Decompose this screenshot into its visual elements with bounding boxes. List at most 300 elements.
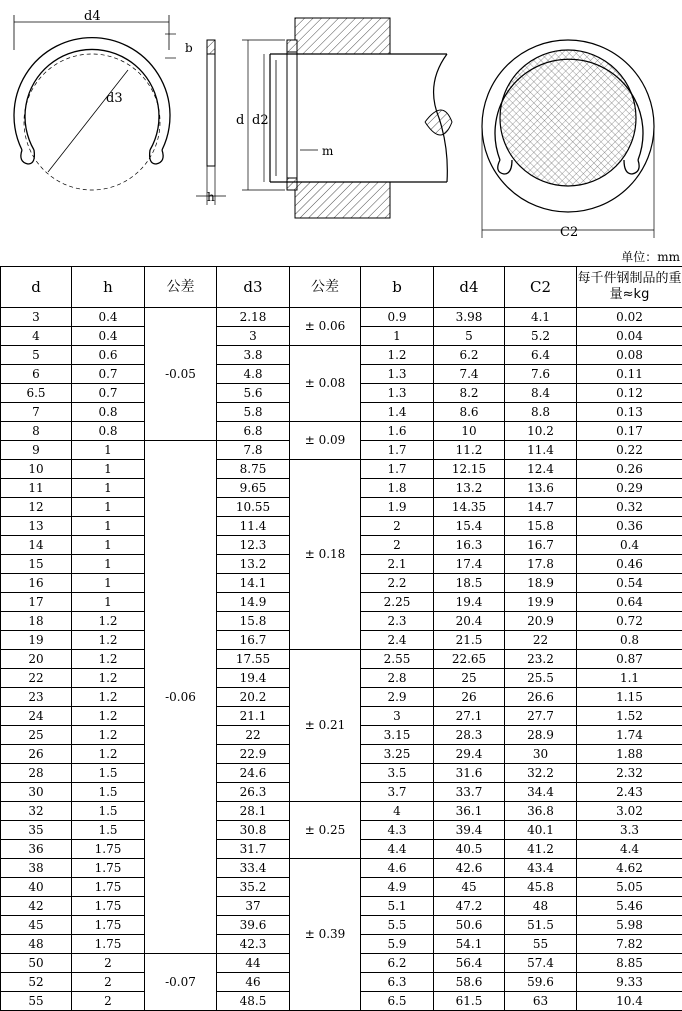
cell-d3: 44 — [217, 954, 290, 973]
cell-b: 2.3 — [361, 612, 434, 631]
cell-c2: 8.4 — [505, 384, 577, 403]
cell-d: 45 — [1, 916, 72, 935]
cell-weight: 0.04 — [577, 327, 682, 346]
cell-d3: 17.55 — [217, 650, 290, 669]
cell-c2: 12.4 — [505, 460, 577, 479]
cell-weight: 1.74 — [577, 726, 682, 745]
cell-weight: 0.11 — [577, 365, 682, 384]
cell-d3: 3 — [217, 327, 290, 346]
cell-d3: 37 — [217, 897, 290, 916]
cell-tolerance-2: ± 0.18 — [290, 460, 361, 650]
cell-tolerance-2: ± 0.21 — [290, 650, 361, 802]
cell-d3: 39.6 — [217, 916, 290, 935]
cell-c2: 15.8 — [505, 517, 577, 536]
ring-on-shaft-view — [482, 40, 654, 240]
cell-d: 30 — [1, 783, 72, 802]
cell-d4: 47.2 — [434, 897, 505, 916]
cell-d4: 11.2 — [434, 441, 505, 460]
cell-d4: 56.4 — [434, 954, 505, 973]
cell-h: 2 — [72, 973, 145, 992]
cell-b: 5.1 — [361, 897, 434, 916]
label-h: h — [207, 190, 215, 204]
cell-b: 1.3 — [361, 365, 434, 384]
header-tolerance-2: 公差 — [290, 267, 361, 308]
cell-h: 1.75 — [72, 916, 145, 935]
cell-d: 19 — [1, 631, 72, 650]
cell-h: 2 — [72, 954, 145, 973]
cell-c2: 5.2 — [505, 327, 577, 346]
cell-d3: 48.5 — [217, 992, 290, 1011]
cell-h: 0.7 — [72, 365, 145, 384]
cell-d3: 5.6 — [217, 384, 290, 403]
unit-label: 单位：mm — [590, 248, 680, 266]
cell-c2: 41.2 — [505, 840, 577, 859]
cell-weight: 0.02 — [577, 308, 682, 327]
cell-weight: 7.82 — [577, 935, 682, 954]
cell-h: 1 — [72, 555, 145, 574]
cell-b: 2 — [361, 517, 434, 536]
cell-weight: 0.22 — [577, 441, 682, 460]
cell-d4: 8.2 — [434, 384, 505, 403]
cell-tolerance-2: ± 0.06 — [290, 308, 361, 346]
cell-h: 1.2 — [72, 669, 145, 688]
cell-tolerance-2: ± 0.08 — [290, 346, 361, 422]
cell-d: 13 — [1, 517, 72, 536]
cell-c2: 40.1 — [505, 821, 577, 840]
cell-d: 40 — [1, 878, 72, 897]
cell-d3: 4.8 — [217, 365, 290, 384]
cell-c2: 8.8 — [505, 403, 577, 422]
cell-c2: 10.2 — [505, 422, 577, 441]
cell-d4: 22.65 — [434, 650, 505, 669]
cell-d: 50 — [1, 954, 72, 973]
cell-weight: 1.15 — [577, 688, 682, 707]
cell-d3: 19.4 — [217, 669, 290, 688]
cell-d: 8 — [1, 422, 72, 441]
cell-h: 1 — [72, 593, 145, 612]
cell-d3: 15.8 — [217, 612, 290, 631]
header-d3: d3 — [217, 267, 290, 308]
label-d2: d2 — [252, 113, 269, 128]
cell-h: 1.2 — [72, 707, 145, 726]
cell-h: 1.2 — [72, 745, 145, 764]
cell-weight: 0.87 — [577, 650, 682, 669]
cell-d4: 40.5 — [434, 840, 505, 859]
cell-h: 0.4 — [72, 327, 145, 346]
cell-d: 5 — [1, 346, 72, 365]
cell-c2: 32.2 — [505, 764, 577, 783]
cell-weight: 5.98 — [577, 916, 682, 935]
cell-weight: 8.85 — [577, 954, 682, 973]
cell-d4: 16.3 — [434, 536, 505, 555]
label-d: d — [236, 113, 244, 128]
table-row — [1, 308, 682, 327]
cell-d: 14 — [1, 536, 72, 555]
cell-b: 3.15 — [361, 726, 434, 745]
cell-b: 4.3 — [361, 821, 434, 840]
cell-weight: 10.4 — [577, 992, 682, 1011]
cell-h: 1.5 — [72, 802, 145, 821]
cell-d3: 5.8 — [217, 403, 290, 422]
cell-d4: 58.6 — [434, 973, 505, 992]
cell-d4: 3.98 — [434, 308, 505, 327]
cell-d: 20 — [1, 650, 72, 669]
cell-d4: 13.2 — [434, 479, 505, 498]
cell-weight: 3.3 — [577, 821, 682, 840]
header-weight: 每千件钢制品的重量≈kg — [577, 267, 682, 308]
cell-c2: 4.1 — [505, 308, 577, 327]
cell-d: 9 — [1, 441, 72, 460]
cell-weight: 4.4 — [577, 840, 682, 859]
cell-b: 4 — [361, 802, 434, 821]
cell-weight: 1.52 — [577, 707, 682, 726]
cell-h: 2 — [72, 992, 145, 1011]
cell-d3: 31.7 — [217, 840, 290, 859]
header-b: b — [361, 267, 434, 308]
cell-b: 1 — [361, 327, 434, 346]
cell-weight: 0.29 — [577, 479, 682, 498]
cell-d3: 22.9 — [217, 745, 290, 764]
label-d4: d4 — [84, 9, 101, 24]
cell-b: 3 — [361, 707, 434, 726]
cell-h: 1 — [72, 479, 145, 498]
cell-weight: 9.33 — [577, 973, 682, 992]
cell-weight: 5.05 — [577, 878, 682, 897]
cell-b: 2.1 — [361, 555, 434, 574]
cell-b: 1.6 — [361, 422, 434, 441]
cell-c2: 43.4 — [505, 859, 577, 878]
cell-d3: 28.1 — [217, 802, 290, 821]
header-d4: d4 — [434, 267, 505, 308]
cell-weight: 0.26 — [577, 460, 682, 479]
cell-c2: 30 — [505, 745, 577, 764]
table-row — [1, 859, 682, 878]
cell-d: 12 — [1, 498, 72, 517]
cell-d3: 20.2 — [217, 688, 290, 707]
cell-b: 2.25 — [361, 593, 434, 612]
cell-b: 1.7 — [361, 441, 434, 460]
cell-d: 35 — [1, 821, 72, 840]
cell-h: 1.2 — [72, 688, 145, 707]
cell-b: 4.6 — [361, 859, 434, 878]
cell-c2: 13.6 — [505, 479, 577, 498]
cell-weight: 0.8 — [577, 631, 682, 650]
ring-front-view — [14, 9, 193, 190]
cell-d: 24 — [1, 707, 72, 726]
cell-d4: 25 — [434, 669, 505, 688]
cell-d3: 2.18 — [217, 308, 290, 327]
cell-d: 55 — [1, 992, 72, 1011]
cell-b: 1.2 — [361, 346, 434, 365]
cell-c2: 36.8 — [505, 802, 577, 821]
cell-b: 2.9 — [361, 688, 434, 707]
cell-d3: 10.55 — [217, 498, 290, 517]
cell-weight: 0.54 — [577, 574, 682, 593]
cell-c2: 18.9 — [505, 574, 577, 593]
cell-b: 4.4 — [361, 840, 434, 859]
cell-d3: 14.9 — [217, 593, 290, 612]
cell-weight: 0.64 — [577, 593, 682, 612]
cell-c2: 63 — [505, 992, 577, 1011]
cell-c2: 20.9 — [505, 612, 577, 631]
label-m: m — [322, 144, 334, 158]
label-d3: d3 — [106, 91, 123, 106]
cell-d4: 36.1 — [434, 802, 505, 821]
cell-c2: 7.6 — [505, 365, 577, 384]
cell-d4: 50.6 — [434, 916, 505, 935]
cell-d3: 9.65 — [217, 479, 290, 498]
cell-c2: 55 — [505, 935, 577, 954]
cell-tolerance-2: ± 0.39 — [290, 859, 361, 1011]
cell-h: 1.75 — [72, 840, 145, 859]
cell-d4: 54.1 — [434, 935, 505, 954]
cell-tolerance-1: -0.06 — [145, 441, 217, 954]
cell-c2: 14.7 — [505, 498, 577, 517]
cell-weight: 0.36 — [577, 517, 682, 536]
cell-c2: 59.6 — [505, 973, 577, 992]
cell-c2: 19.9 — [505, 593, 577, 612]
technical-drawing — [0, 0, 682, 248]
cell-c2: 26.6 — [505, 688, 577, 707]
cell-c2: 11.4 — [505, 441, 577, 460]
cell-d: 16 — [1, 574, 72, 593]
cell-weight: 0.32 — [577, 498, 682, 517]
cell-c2: 51.5 — [505, 916, 577, 935]
cell-h: 1 — [72, 498, 145, 517]
table-row — [1, 346, 682, 365]
cell-b: 2.2 — [361, 574, 434, 593]
cell-h: 1.75 — [72, 897, 145, 916]
cell-d4: 45 — [434, 878, 505, 897]
cell-d3: 11.4 — [217, 517, 290, 536]
cell-weight: 1.88 — [577, 745, 682, 764]
cell-weight: 0.4 — [577, 536, 682, 555]
cell-c2: 28.9 — [505, 726, 577, 745]
cell-d: 15 — [1, 555, 72, 574]
cell-d4: 14.35 — [434, 498, 505, 517]
cell-d3: 8.75 — [217, 460, 290, 479]
cell-b: 1.8 — [361, 479, 434, 498]
label-c2: C2 — [560, 225, 578, 240]
cell-h: 0.7 — [72, 384, 145, 403]
cell-h: 1 — [72, 517, 145, 536]
cell-b: 6.5 — [361, 992, 434, 1011]
cell-weight: 2.43 — [577, 783, 682, 802]
cell-tolerance-2: ± 0.25 — [290, 802, 361, 859]
cell-d3: 13.2 — [217, 555, 290, 574]
cell-d4: 19.4 — [434, 593, 505, 612]
cell-d: 42 — [1, 897, 72, 916]
cell-d: 6 — [1, 365, 72, 384]
cell-b: 6.3 — [361, 973, 434, 992]
cell-d3: 30.8 — [217, 821, 290, 840]
cell-h: 1 — [72, 441, 145, 460]
cell-h: 1.2 — [72, 631, 145, 650]
cell-h: 1.75 — [72, 859, 145, 878]
cell-h: 1.2 — [72, 726, 145, 745]
cell-c2: 17.8 — [505, 555, 577, 574]
cell-d: 17 — [1, 593, 72, 612]
cell-c2: 16.7 — [505, 536, 577, 555]
cell-d3: 14.1 — [217, 574, 290, 593]
cell-d: 7 — [1, 403, 72, 422]
assembly-view — [236, 18, 452, 218]
cell-d3: 16.7 — [217, 631, 290, 650]
cell-d: 3 — [1, 308, 72, 327]
table-header-row — [1, 267, 682, 308]
cell-d3: 35.2 — [217, 878, 290, 897]
cell-d4: 8.6 — [434, 403, 505, 422]
cell-c2: 22 — [505, 631, 577, 650]
cell-h: 0.8 — [72, 403, 145, 422]
cell-d: 52 — [1, 973, 72, 992]
cell-weight: 5.46 — [577, 897, 682, 916]
cell-weight: 0.72 — [577, 612, 682, 631]
cell-d: 11 — [1, 479, 72, 498]
cell-d4: 27.1 — [434, 707, 505, 726]
cell-d3: 24.6 — [217, 764, 290, 783]
cell-b: 1.3 — [361, 384, 434, 403]
cell-h: 1 — [72, 460, 145, 479]
header-tolerance-1: 公差 — [145, 267, 217, 308]
cell-d4: 10 — [434, 422, 505, 441]
cell-h: 1.2 — [72, 650, 145, 669]
cell-d3: 12.3 — [217, 536, 290, 555]
label-b: b — [185, 41, 193, 55]
cell-d3: 26.3 — [217, 783, 290, 802]
cell-d4: 31.6 — [434, 764, 505, 783]
cell-d3: 3.8 — [217, 346, 290, 365]
cell-b: 5.5 — [361, 916, 434, 935]
cell-h: 0.6 — [72, 346, 145, 365]
cell-c2: 6.4 — [505, 346, 577, 365]
cell-h: 1 — [72, 574, 145, 593]
cell-tolerance-1: -0.07 — [145, 954, 217, 1011]
cell-weight: 0.08 — [577, 346, 682, 365]
cell-b: 3.25 — [361, 745, 434, 764]
cell-b: 2.4 — [361, 631, 434, 650]
cell-d3: 21.1 — [217, 707, 290, 726]
cell-c2: 48 — [505, 897, 577, 916]
cell-d: 32 — [1, 802, 72, 821]
cell-d4: 28.3 — [434, 726, 505, 745]
cell-d: 18 — [1, 612, 72, 631]
cell-d: 28 — [1, 764, 72, 783]
cell-h: 1.5 — [72, 821, 145, 840]
cell-weight: 0.12 — [577, 384, 682, 403]
cell-b: 6.2 — [361, 954, 434, 973]
cell-h: 1.5 — [72, 783, 145, 802]
cell-d: 38 — [1, 859, 72, 878]
cell-d: 36 — [1, 840, 72, 859]
cell-c2: 25.5 — [505, 669, 577, 688]
cell-d: 22 — [1, 669, 72, 688]
cell-c2: 45.8 — [505, 878, 577, 897]
cell-b: 3.7 — [361, 783, 434, 802]
cell-b: 3.5 — [361, 764, 434, 783]
cell-d3: 42.3 — [217, 935, 290, 954]
table-row — [1, 460, 682, 479]
cell-h: 1.75 — [72, 878, 145, 897]
cell-d4: 18.5 — [434, 574, 505, 593]
cell-b: 4.9 — [361, 878, 434, 897]
ring-side-view — [196, 40, 226, 205]
cell-d4: 5 — [434, 327, 505, 346]
table-row — [1, 422, 682, 441]
cell-d4: 15.4 — [434, 517, 505, 536]
header-h: h — [72, 267, 145, 308]
cell-d3: 7.8 — [217, 441, 290, 460]
cell-c2: 27.7 — [505, 707, 577, 726]
cell-b: 2.8 — [361, 669, 434, 688]
cell-d4: 17.4 — [434, 555, 505, 574]
cell-d: 4 — [1, 327, 72, 346]
cell-d3: 46 — [217, 973, 290, 992]
cell-d3: 6.8 — [217, 422, 290, 441]
table-row — [1, 650, 682, 669]
cell-d: 25 — [1, 726, 72, 745]
cell-h: 0.8 — [72, 422, 145, 441]
cell-b: 1.4 — [361, 403, 434, 422]
cell-b: 5.9 — [361, 935, 434, 954]
cell-d: 48 — [1, 935, 72, 954]
cell-d: 10 — [1, 460, 72, 479]
cell-b: 2 — [361, 536, 434, 555]
header-c2: C2 — [505, 267, 577, 308]
header-d: d — [1, 267, 72, 308]
cell-d4: 42.6 — [434, 859, 505, 878]
cell-d4: 26 — [434, 688, 505, 707]
cell-weight: 4.62 — [577, 859, 682, 878]
cell-b: 0.9 — [361, 308, 434, 327]
cell-d3: 22 — [217, 726, 290, 745]
cell-d4: 7.4 — [434, 365, 505, 384]
cell-weight: 3.02 — [577, 802, 682, 821]
table-body — [1, 308, 682, 1011]
cell-c2: 57.4 — [505, 954, 577, 973]
cell-d4: 21.5 — [434, 631, 505, 650]
cell-b: 1.9 — [361, 498, 434, 517]
cell-d: 23 — [1, 688, 72, 707]
cell-weight: 0.17 — [577, 422, 682, 441]
cell-h: 1.75 — [72, 935, 145, 954]
cell-c2: 23.2 — [505, 650, 577, 669]
table-row — [1, 802, 682, 821]
cell-c2: 34.4 — [505, 783, 577, 802]
cell-d4: 20.4 — [434, 612, 505, 631]
cell-weight: 0.13 — [577, 403, 682, 422]
cell-d4: 6.2 — [434, 346, 505, 365]
cell-tolerance-2: ± 0.09 — [290, 422, 361, 460]
cell-d4: 12.15 — [434, 460, 505, 479]
cell-d4: 33.7 — [434, 783, 505, 802]
cell-weight: 1.1 — [577, 669, 682, 688]
cell-d: 26 — [1, 745, 72, 764]
cell-d3: 33.4 — [217, 859, 290, 878]
cell-d4: 39.4 — [434, 821, 505, 840]
cell-h: 1.5 — [72, 764, 145, 783]
cell-weight: 0.46 — [577, 555, 682, 574]
cell-weight: 2.32 — [577, 764, 682, 783]
cell-b: 1.7 — [361, 460, 434, 479]
cell-h: 1.2 — [72, 612, 145, 631]
cell-d4: 29.4 — [434, 745, 505, 764]
cell-b: 2.55 — [361, 650, 434, 669]
dimension-table — [0, 266, 682, 1011]
cell-d4: 61.5 — [434, 992, 505, 1011]
cell-h: 0.4 — [72, 308, 145, 327]
cell-h: 1 — [72, 536, 145, 555]
